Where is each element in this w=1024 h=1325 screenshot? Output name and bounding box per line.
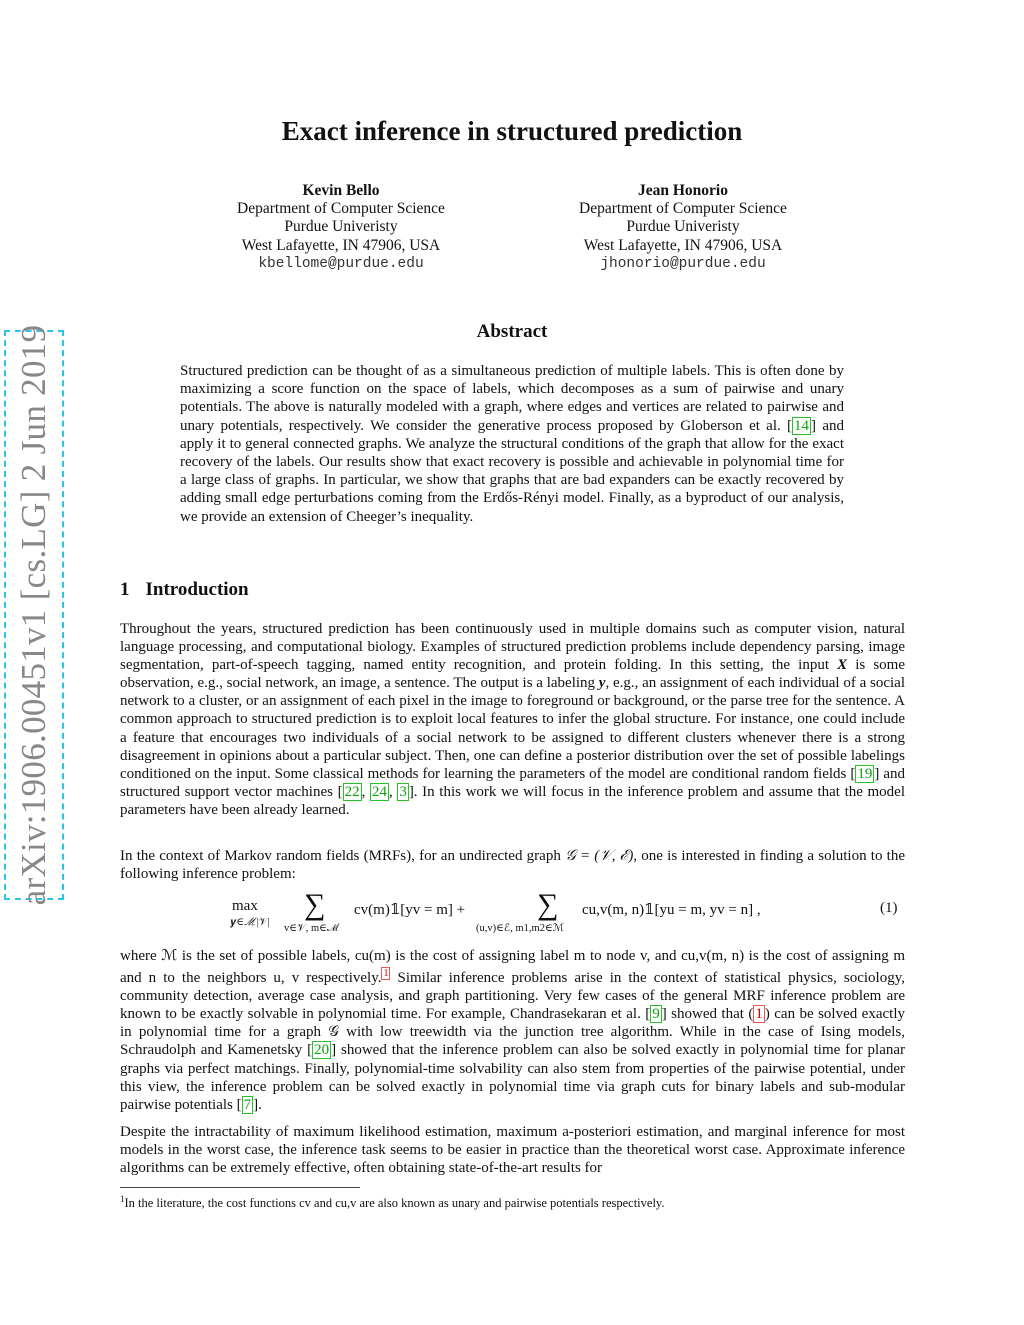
math-symbol: X [837, 657, 848, 674]
arxiv-stamp-text: arXiv:1906.00451v1 [cs.LG] 2 Jun 2019 [14, 324, 53, 906]
text-run: ) can be solved exactly in polynomial time for a graph 𝒢 with low treewidth via the junction tree algorithm. While in the case of Ising models, Schraudolph and Kamenetsky [ [120, 1006, 905, 1059]
footnote [120, 1192, 910, 1211]
text-run: Similar inference problems arise in the context of statistical physics, sociology, community detection, average case analysis, and graph partitioning. Very few cases of the general MRF inference problem are known to be exactly solvable in polynomial time. For example, Chandrasekaran et al. [ [120, 970, 905, 1023]
text-run: , [388, 783, 398, 800]
text-run: , e.g., an assignment of each individual of a social network to a cluster, or an assignment of each pixel in the image to foreground or background, or the parse tree for the sentence. A common approach to structured prediction is to exploit local features to infer the global structure. For instance, one could include a feature that encourages two individuals of a social network to be assigned to different clusters whenever there is a strong disagreement in opinions about a particular subject. Then, one can define a posterior distribution over the set of possible labelings conditioned on the input. Some classical methods for learning the parameters of the model are conditional random fields [ [120, 675, 905, 782]
citation-link[interactable]: 14 [794, 417, 810, 434]
footnote-mark: 1 [120, 1194, 125, 1204]
section-number: 1 [120, 579, 130, 600]
text-run: is some observation, e.g., social network, an image, a sentence. The output is a labeling [120, 657, 905, 692]
text-run: where ℳ is the set of possible labels, cu(m) is the cost of assigning label m to node v, and cu,v(m, n) is the cost of assigning m and n to the neighbors u, v respectively. [120, 948, 905, 987]
citation-link[interactable]: 22 [344, 783, 360, 800]
abstract-part: ] and apply it to general connected graphs. We analyze the structural conditions of the graph that allow for the exact recovery of the labels. Our results show that exact recovery is possible and achievable in polynomial time for a large class of graphs. In particular, we show that graphs that are bad expanders can be exactly recovered by adding small edge perturbations coming from the Erdős-Rényi model. Finally, as a byproduct of our analysis, we provide an extension of Cheeger’s inequality. [180, 417, 844, 525]
equation-reference-link[interactable]: 1 [755, 1006, 763, 1023]
author-dept: Department of Computer Science [237, 200, 445, 218]
author-address: West Lafayette, IN 47906, USA [241, 236, 441, 254]
citation-link[interactable]: 7 [243, 1096, 252, 1113]
abstract-heading: Abstract [476, 321, 548, 342]
paragraph-3 [120, 947, 905, 1114]
citation-link[interactable]: 9 [652, 1006, 660, 1023]
paragraph-4: Despite the intractability of maximum likelihood estimation, maximum a-posteriori estimation, and marginal inference for most models in the worst case, the inference task seems to be easier in practice than the theoretical worst case. Approximate inference algorithms can be extremely effective, often obtaining state-of-the-art results for [120, 1124, 905, 1177]
eq-term-2: cu,v(m, n)𝟙[yu = m, yv = n] , [582, 902, 761, 918]
eq-term-1: cv(m)𝟙[yv = m] + [354, 902, 466, 918]
footnote-rule [120, 1187, 360, 1188]
abstract-text [180, 362, 844, 526]
section-heading [120, 579, 249, 601]
text-run: , one is interested in finding a solution to the following inference problem: [120, 848, 905, 883]
text-run: ] and structured support vector machines [ [120, 765, 906, 800]
author-email[interactable]: kbellome@purdue.edu [258, 255, 424, 272]
footnote-link[interactable]: 1 [383, 968, 389, 980]
paragraph-2 [120, 847, 905, 883]
text-run: ]. In this work we will focus in the inference problem and assume that the model parameters have been already learned. [120, 783, 906, 818]
text-run: Throughout the years, structured prediction has been continuously used in multiple domains such as computer vision, natural language processing, and computational biology. Examples of structured prediction problems include dependency parsing, image segmentation, part-of-speech tagging, named entity recognition, and protein folding. In this setting, the input [120, 621, 905, 674]
equation-number: (1) [880, 900, 898, 916]
author-block-2 [533, 182, 833, 273]
author-email[interactable]: jhonorio@purdue.edu [600, 255, 766, 272]
eq-max-subscript: 𝒚∈ℳ|𝒱| [230, 917, 270, 928]
citation-link[interactable]: 20 [314, 1042, 330, 1059]
author-block-1 [191, 182, 491, 273]
equation-1 [120, 890, 905, 940]
citation-link[interactable]: 19 [857, 765, 873, 782]
eq-sum-2: ∑ [537, 888, 559, 921]
math-inline: 𝒢 = (𝒱, ℰ) [565, 848, 634, 864]
eq-sum2-subscript: (u,v)∈ℰ, m1,m2∈ℳ [476, 923, 564, 934]
text-run: , [361, 783, 370, 800]
author-name: Jean Honorio [638, 182, 728, 199]
eq-sum1-subscript: v∈𝒱, m∈ℳ [284, 923, 339, 934]
text-run: ] showed that ( [661, 1006, 754, 1023]
text-run: In the context of Markov random fields (MRFs), for an undirected graph [120, 848, 566, 864]
eq-sum-1: ∑ [304, 888, 326, 921]
abstract-part: Structured prediction can be thought of as a simultaneous prediction of multiple labels. This is often done by maximizing a score function on the space of labels, which decomposes as a sum of pairwise and unary potentials. The above is naturally modeled with a graph, where edges and vertices are related to pairwise and unary potentials, respectively. We consider the generative process proposed by Globerson et al. [ [180, 363, 844, 434]
author-address: West Lafayette, IN 47906, USA [583, 236, 783, 254]
text-run: ] showed that the inference problem can also be solved exactly in polynomial time for planar graphs via perfect matchings. Finally, polynomial-time solvability can also stem from properties of the pairwise potential, under this view, the inference problem can be solved exactly in polynomial time via graph cuts for binary labels and sub-modular pairwise potentials [ [120, 1042, 905, 1113]
eq-max: max [232, 898, 258, 914]
author-univ: Purdue Univeristy [626, 218, 740, 236]
author-univ: Purdue Univeristy [284, 218, 398, 236]
citation-link[interactable]: 3 [399, 783, 407, 800]
text-run: ]. [253, 1096, 262, 1113]
citation-link[interactable]: 24 [371, 783, 387, 800]
paper-title: Exact inference in structured prediction [281, 116, 743, 146]
author-name: Kevin Bello [302, 182, 380, 199]
math-symbol: y [598, 675, 606, 692]
paragraph-1 [120, 620, 905, 819]
footnote-text: In the literature, the cost functions cv and cu,v are also known as unary and pairwise potentials respectively. [124, 1196, 665, 1211]
arxiv-stamp[interactable] [4, 324, 64, 906]
author-dept: Department of Computer Science [579, 200, 787, 218]
section-title: Introduction [145, 579, 249, 600]
